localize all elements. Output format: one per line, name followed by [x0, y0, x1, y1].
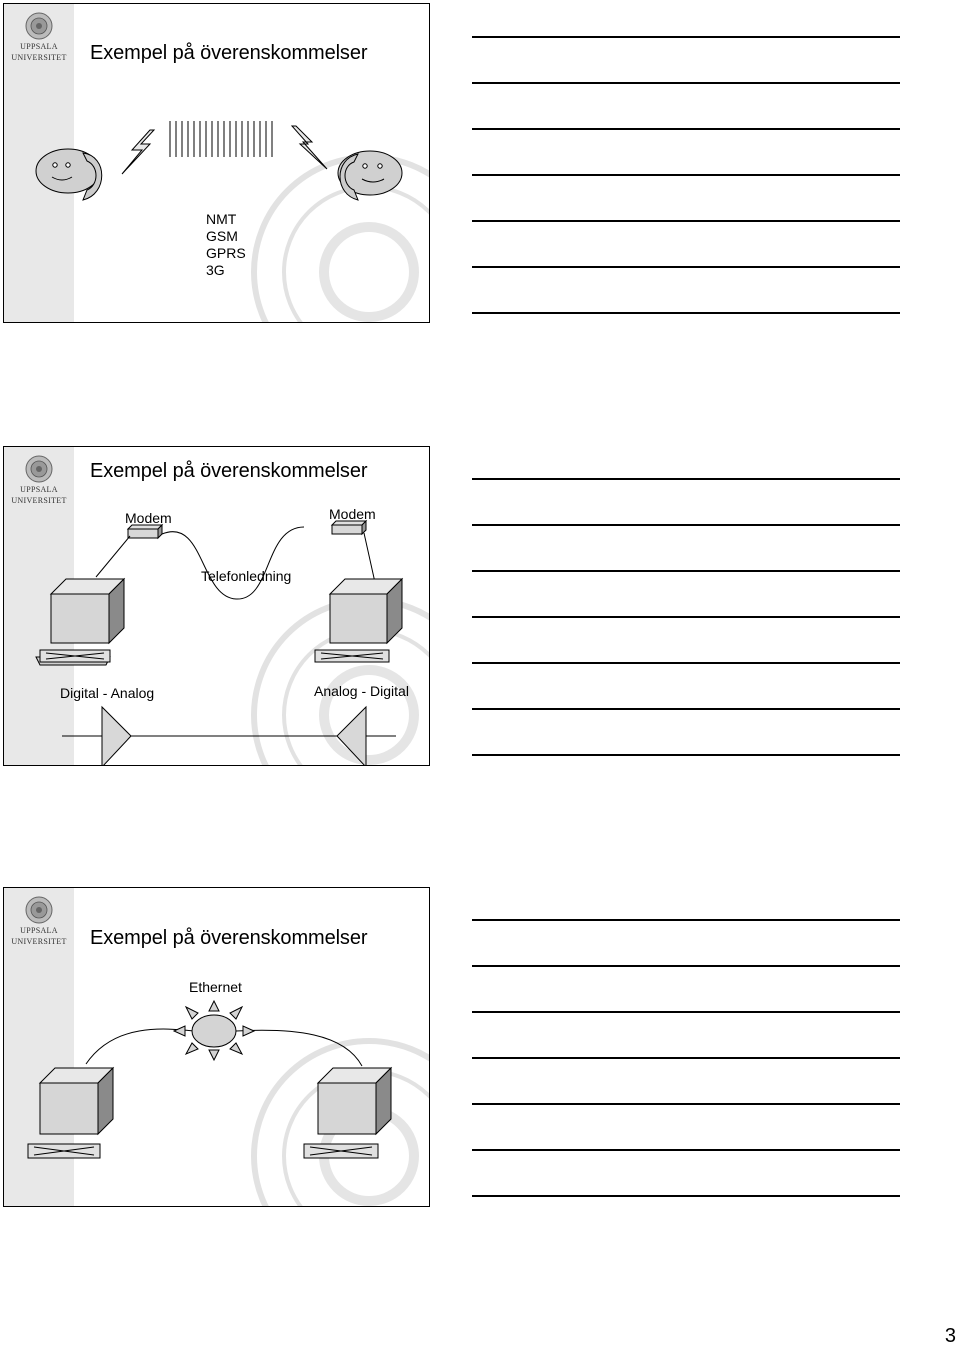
note-line — [472, 524, 900, 526]
note-line — [472, 1195, 900, 1197]
slide-2 — [3, 446, 430, 766]
telephone-line — [162, 527, 304, 599]
tech-item: GSM — [206, 228, 238, 244]
slide-title: Exempel på överenskommelser — [90, 927, 368, 949]
computer-right-icon — [315, 579, 402, 662]
signal-bolt-left-icon — [122, 130, 154, 174]
note-line — [472, 616, 900, 618]
computer-left-icon — [28, 1068, 113, 1158]
logo-text-line1: UPPSALA — [20, 926, 58, 935]
note-line — [472, 708, 900, 710]
note-line — [472, 1149, 900, 1151]
computer-left-icon — [36, 579, 124, 665]
conversion-left-label: Digital - Analog — [60, 685, 155, 701]
note-line — [472, 128, 900, 130]
ethernet-diagram — [4, 888, 430, 1207]
note-line — [472, 266, 900, 268]
note-line — [472, 312, 900, 314]
logo-text-line1: UPPSALA — [20, 42, 58, 51]
tech-item: NMT — [206, 211, 237, 227]
tech-item: GPRS — [206, 245, 246, 261]
modem-right-icon — [332, 521, 366, 534]
notes-lines-3 — [472, 919, 900, 1241]
note-line — [472, 36, 900, 38]
signal-bolt-right-icon — [292, 126, 327, 169]
modem-diagram — [4, 447, 430, 766]
modem-left-label: Modem — [125, 510, 172, 526]
notes-lines-1 — [472, 36, 900, 358]
slide-1 — [3, 3, 430, 323]
page-number: 3 — [944, 1325, 956, 1347]
modem-right-label: Modem — [329, 506, 376, 522]
note-line — [472, 570, 900, 572]
logo-text-line2: UNIVERSITET — [11, 496, 67, 505]
note-line — [472, 1057, 900, 1059]
ethernet-label: Ethernet — [189, 979, 242, 995]
note-line — [472, 1103, 900, 1105]
slide-title: Exempel på överenskommelser — [90, 42, 368, 64]
slide-3 — [3, 887, 430, 1207]
conversion-right-label: Analog - Digital — [314, 683, 409, 699]
modem-left-icon — [128, 525, 162, 538]
notes-lines-2 — [472, 478, 900, 800]
cable — [96, 536, 130, 577]
note-line — [472, 1011, 900, 1013]
logo-text-line2: UNIVERSITET — [11, 937, 67, 946]
network-cable — [86, 1029, 194, 1064]
computer-right-icon — [304, 1068, 391, 1158]
note-line — [472, 965, 900, 967]
note-line — [472, 754, 900, 756]
converter-left-icon — [102, 707, 131, 766]
note-line — [472, 82, 900, 84]
logo-text-line2: UNIVERSITET — [11, 53, 67, 62]
note-line — [472, 478, 900, 480]
slide-title: Exempel på överenskommelser — [90, 460, 368, 482]
note-line — [472, 220, 900, 222]
telephone-line-label: Telefonledning — [201, 568, 292, 584]
network-cable — [236, 1030, 362, 1066]
radio-waves-icon — [170, 121, 272, 157]
tech-item: 3G — [206, 262, 225, 278]
note-line — [472, 919, 900, 921]
logo-text-line1: UPPSALA — [20, 485, 58, 494]
converter-right-icon — [337, 707, 366, 766]
technology-list — [206, 211, 246, 279]
note-line — [472, 174, 900, 176]
note-line — [472, 662, 900, 664]
